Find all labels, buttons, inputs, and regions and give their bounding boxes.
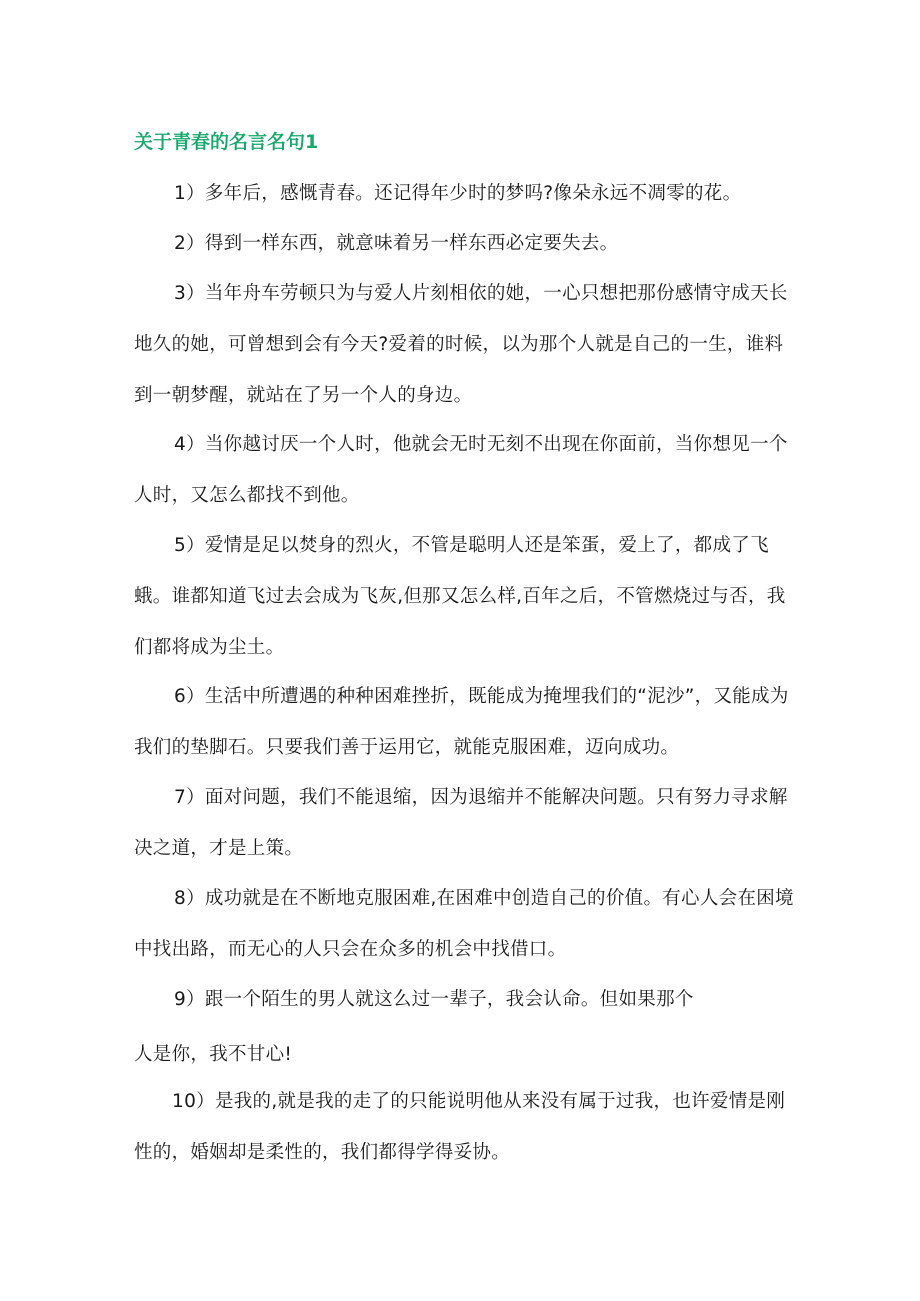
quote-4: 4）当你越讨厌一个人时，他就会无时无刻不出现在你面前，当你想见一个人时，又怎么都找不到他。 bbox=[134, 434, 788, 506]
quote-2: 2）得到一样东西，就意味着另一样东西必定要失去。 bbox=[174, 233, 619, 254]
quote-1: 1）多年后，感慨青春。还记得年少时的梦吗?像朵永远不凋零的花。 bbox=[174, 183, 742, 204]
quote-3: 3）当年舟车劳顿只为与爱人片刻相依的她，一心只想把那份感情守成天长地久的她，可曾想到会有今天?爱着的时候，以为那个人就是自己的一生，谁料到一朝梦醒，就站在了另一个人的身边。 bbox=[134, 283, 788, 406]
quote-10: 10）是我的,就是我的走了的只能说明他从来没有属于过我，也许爱情是刚性的，婚姻却是柔性的，我们都得学得妥协。 bbox=[134, 1091, 786, 1163]
quote-9-line-1: 9）跟一个陌生的男人就这么过一辈子，我会认命。但如果那个 bbox=[174, 989, 694, 1010]
quote-8: 8）成功就是在不断地克服困难,在困难中创造自己的价值。有心人会在困境中找出路，而无心的人只会在众多的机会中找借口。 bbox=[134, 888, 794, 960]
quote-9-line-2: 人是你，我不甘心! bbox=[134, 1044, 293, 1065]
quote-5: 5）爱情是足以焚身的烈火，不管是聪明人还是笨蛋，爱上了，都成了飞蛾。谁都知道飞过去会成为飞灰,但那又怎么样,百年之后，不管燃烧过与否，我们都将成为尘土。 bbox=[134, 535, 786, 658]
quote-6: 6）生活中所遭遇的种种困难挫折，既能成为掩埋我们的“泥沙”，又能成为我们的垫脚石。只要我们善于运用它，就能克服困难，迈向成功。 bbox=[134, 686, 789, 758]
quote-7: 7）面对问题，我们不能退缩，因为退缩并不能解决问题。只有努力寻求解决之道，才是上策。 bbox=[134, 787, 788, 859]
document-title: 关于青春的名言名句1 bbox=[134, 131, 319, 153]
